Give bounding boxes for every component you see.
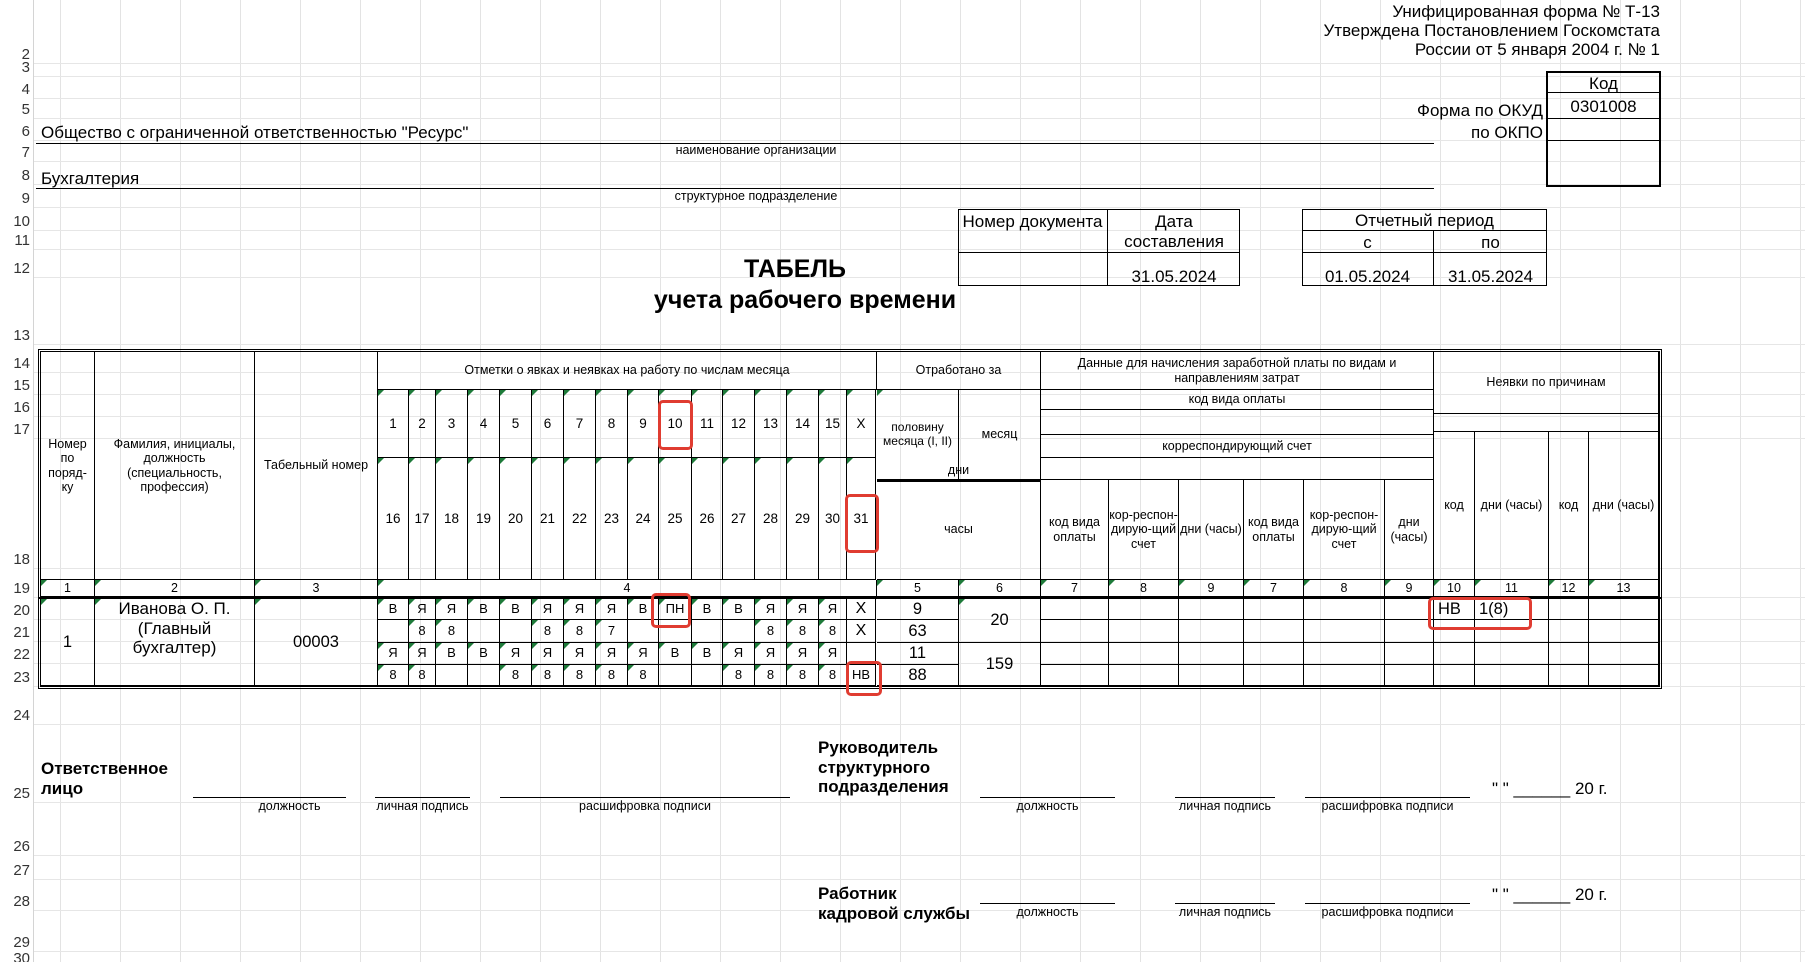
absence-code — [1434, 643, 1475, 665]
mark-cell — [692, 620, 723, 643]
row-number-19[interactable]: 19 — [13, 580, 30, 597]
column-number: 11 — [1475, 580, 1549, 597]
half1-hours: 63 — [877, 620, 959, 643]
pay-cell — [1244, 620, 1304, 643]
mark-cell: 8 — [500, 665, 532, 686]
mark-cell: 8 — [436, 620, 468, 643]
day-5: 5 — [500, 390, 532, 458]
header-days-hours: дни (часы) — [1179, 480, 1244, 580]
mark-cell: 8 — [819, 665, 847, 686]
mark-cell — [500, 620, 532, 643]
mark-cell — [723, 620, 755, 643]
mark-cell: Х — [847, 620, 876, 643]
day-23: 23 — [596, 458, 628, 580]
column-number: 8 — [1109, 580, 1179, 597]
mark-cell: 8 — [755, 665, 787, 686]
row-number-3[interactable]: 3 — [21, 59, 30, 76]
title-line2: учета рабочего времени — [653, 286, 957, 314]
column-number: 5 — [877, 580, 959, 597]
pay-cell — [1109, 620, 1179, 643]
transcript-caption: расшифровка подписи — [1321, 799, 1454, 813]
row-number-16[interactable]: 16 — [13, 399, 30, 416]
row-number-12[interactable]: 12 — [13, 260, 30, 277]
row-number-25[interactable]: 25 — [13, 785, 30, 802]
header-tab-number: Табельный номер — [255, 352, 378, 580]
department-caption: структурное подразделение — [674, 189, 838, 203]
absence-cell — [1549, 620, 1589, 643]
day-14: 14 — [787, 390, 819, 458]
mark-cell: В — [659, 643, 692, 665]
row-number-8[interactable]: 8 — [21, 167, 30, 184]
row-number-14[interactable]: 14 — [13, 355, 30, 372]
mark-cell: Я — [532, 643, 564, 665]
pay-cell — [1385, 643, 1434, 665]
department-head-label: Руководитель структурного подразделения — [818, 738, 949, 797]
day-28: 28 — [755, 458, 787, 580]
mark-cell: В — [723, 599, 755, 620]
header-abs-days-hours-2: дни (часы) — [1589, 432, 1659, 580]
period-from-value: 01.05.2024 — [1324, 267, 1411, 286]
mark-cell: 8 — [628, 665, 659, 686]
row-number-21[interactable]: 21 — [13, 624, 30, 641]
day-22: 22 — [564, 458, 596, 580]
mark-cell: Я — [723, 643, 755, 665]
day-4: 4 — [468, 390, 500, 458]
pay-cell — [1385, 665, 1434, 686]
absence-cell — [1549, 643, 1589, 665]
mark-cell: Я — [755, 643, 787, 665]
half2-hours: 88 — [877, 665, 959, 686]
row-number-17[interactable]: 17 — [13, 421, 30, 438]
mark-cell: Х — [847, 599, 876, 620]
absence-cell — [1589, 620, 1659, 643]
pay-cell — [1179, 620, 1244, 643]
column-number: 9 — [1385, 580, 1434, 597]
mark-nv-cell — [846, 661, 882, 696]
day-16: 16 — [378, 458, 409, 580]
mark-cell: 8 — [409, 620, 436, 643]
header-pay-type-code: код вида оплаты — [1041, 480, 1109, 580]
day-X: X — [847, 390, 876, 458]
mark-cell: В — [378, 599, 409, 620]
mark-cell: В — [692, 643, 723, 665]
column-number: 12 — [1549, 580, 1589, 597]
day-9: 9 — [628, 390, 659, 458]
mark-cell — [468, 665, 500, 686]
pay-cell — [1304, 599, 1385, 620]
period-to-value: 31.05.2024 — [1447, 267, 1534, 286]
column-number: 8 — [1304, 580, 1385, 597]
pay-cell — [1041, 620, 1109, 643]
period-to-label: по — [1481, 233, 1500, 252]
pay-cell — [1385, 620, 1434, 643]
header-days-hours: дни (часы) — [1385, 480, 1434, 580]
mark-cell: 8 — [532, 620, 564, 643]
row-number-2[interactable]: 2 — [21, 46, 30, 63]
day-21: 21 — [532, 458, 564, 580]
column-number: 3 — [255, 580, 378, 597]
day-29: 29 — [787, 458, 819, 580]
header-corr-account-short: кор-респон-дирую-щий счет — [1109, 480, 1179, 580]
date-line-hr: " " ______ 20 г. — [1492, 885, 1608, 904]
row-number-30[interactable]: 30 — [13, 950, 30, 962]
mark-cell: Я — [628, 643, 659, 665]
row-number-27[interactable]: 27 — [13, 862, 30, 879]
day-7: 7 — [564, 390, 596, 458]
position-caption: должность — [1016, 799, 1079, 813]
day-3: 3 — [436, 390, 468, 458]
mark-cell: В — [692, 599, 723, 620]
column-number: 13 — [1589, 580, 1659, 597]
row-number-15[interactable]: 15 — [13, 377, 30, 394]
pay-cell — [1109, 665, 1179, 686]
organization-caption: наименование организации — [675, 143, 837, 157]
document-date-label: Дата составления — [1124, 212, 1224, 251]
header-abs-code-2: код — [1549, 432, 1589, 580]
mark-cell: Я — [819, 643, 847, 665]
personal-sign-caption: личная подпись — [376, 799, 469, 813]
mark-absence — [1428, 597, 1532, 630]
day-15: 15 — [819, 390, 847, 458]
mark-cell: ПН — [659, 599, 692, 620]
header-worked: Отработано за — [877, 352, 1041, 390]
absences-blank — [1434, 414, 1659, 432]
mark-cell: Я — [378, 643, 409, 665]
row-number-4[interactable]: 4 — [21, 81, 30, 98]
row-number-24[interactable]: 24 — [13, 707, 30, 724]
employee-tab-number: 00003 — [255, 599, 378, 686]
mark-cell: Я — [787, 643, 819, 665]
form-header-line3: России от 5 января 2004 г. № 1 — [1414, 40, 1660, 59]
mark-cell: 8 — [787, 665, 819, 686]
row-number-29[interactable]: 29 — [13, 934, 30, 951]
row-number-11[interactable]: 11 — [14, 232, 30, 249]
pay-cell — [1244, 599, 1304, 620]
absence-days-hours: 1(8) — [1475, 599, 1549, 620]
corr-account-blank — [1041, 458, 1434, 480]
day-30: 30 — [819, 458, 847, 580]
mark-cell: В — [436, 643, 468, 665]
mark-cell — [436, 665, 468, 686]
employee-number: 1 — [41, 599, 95, 686]
okud-label: Форма по ОКУД — [1417, 101, 1543, 120]
day-27: 27 — [723, 458, 755, 580]
column-number: 2 — [95, 580, 255, 597]
row-number-28[interactable]: 28 — [13, 893, 30, 910]
row-headers — [0, 0, 34, 962]
pay-cell — [1179, 599, 1244, 620]
day-12: 12 — [723, 390, 755, 458]
column-number: 9 — [1179, 580, 1244, 597]
responsible-person-label: Ответственное лицо — [41, 759, 168, 798]
half1-days: 9 — [877, 599, 959, 620]
column-number: 7 — [1041, 580, 1109, 597]
row-number-26[interactable]: 26 — [13, 838, 30, 855]
pay-code-blank — [1041, 410, 1434, 435]
mark-cell: 8 — [596, 665, 628, 686]
day-24: 24 — [628, 458, 659, 580]
pay-cell — [1304, 620, 1385, 643]
mark-cell: Я — [409, 599, 436, 620]
absence-cell — [1589, 643, 1659, 665]
mark-cell: Я — [787, 599, 819, 620]
column-number: 7 — [1244, 580, 1304, 597]
month-days: 20 — [959, 599, 1041, 643]
mark-cell: Я — [409, 643, 436, 665]
document-number-label: Номер документа — [962, 212, 1103, 231]
header-pay-code: код вида оплаты — [1041, 390, 1434, 410]
row-number-18[interactable]: 18 — [13, 551, 30, 568]
mark-cell: В — [628, 599, 659, 620]
mark-cell: 7 — [596, 620, 628, 643]
employee-name: Иванова О. П. (Главный бухгалтер) — [95, 599, 255, 686]
department-name: Бухгалтерия — [41, 169, 140, 188]
title-line1: ТАБЕЛЬ — [744, 255, 846, 283]
header-month: месяц — [959, 390, 1041, 480]
absence-code: НВ — [1434, 599, 1475, 620]
personal-sign-caption: личная подпись — [1178, 799, 1272, 813]
row-number-20[interactable]: 20 — [13, 602, 30, 619]
mark-cell: 8 — [819, 620, 847, 643]
absence-cell — [1589, 599, 1659, 620]
pay-cell — [1244, 665, 1304, 686]
day-1: 1 — [378, 390, 409, 458]
day-2: 2 — [409, 390, 436, 458]
mark-cell: 8 — [755, 620, 787, 643]
row-number-13[interactable]: 13 — [13, 327, 30, 344]
absence-days-hours — [1475, 643, 1549, 665]
mark-day-31 — [845, 494, 879, 553]
pay-cell — [1109, 599, 1179, 620]
mark-cell: Я — [532, 599, 564, 620]
absence-days-hours — [1475, 665, 1549, 686]
mark-cell: 8 — [723, 665, 755, 686]
row-number-7[interactable]: 7 — [21, 144, 30, 161]
row-number-23[interactable]: 23 — [13, 669, 30, 686]
mark-cell: Я — [755, 599, 787, 620]
mark-cell: 8 — [564, 665, 596, 686]
header-abs-code: код — [1434, 432, 1475, 580]
mark-cell — [692, 665, 723, 686]
position-caption: должность — [258, 799, 321, 813]
mark-day-10 — [658, 400, 693, 450]
day-11: 11 — [692, 390, 723, 458]
okud-value: 0301008 — [1570, 97, 1637, 116]
mark-cell: НВ — [847, 665, 876, 686]
row-number-10[interactable]: 10 — [13, 213, 30, 230]
organization-name: Общество с ограниченной ответственностью "Ресурс" — [41, 123, 469, 142]
row-number-5[interactable]: 5 — [21, 101, 30, 118]
pay-cell — [1041, 665, 1109, 686]
column-number: 6 — [959, 580, 1041, 597]
row-number-9[interactable]: 9 — [21, 190, 30, 207]
mark-cell — [378, 620, 409, 643]
period-from-label: с — [1363, 233, 1372, 252]
mark-cell: В — [468, 599, 500, 620]
form-header-line1: Унифицированная форма № Т-13 — [1392, 2, 1660, 21]
day-18: 18 — [436, 458, 468, 580]
pay-cell — [1041, 643, 1109, 665]
pay-cell — [1179, 665, 1244, 686]
header-name: Фамилия, инициалы, должность (специальность, профессия) — [95, 352, 255, 580]
day-8: 8 — [596, 390, 628, 458]
date-line-head: " " ______ 20 г. — [1492, 779, 1608, 798]
day-26: 26 — [692, 458, 723, 580]
pay-cell — [1244, 643, 1304, 665]
mark-cell: Я — [819, 599, 847, 620]
pay-cell — [1179, 643, 1244, 665]
day-10: 10 — [659, 390, 692, 458]
day-17: 17 — [409, 458, 436, 580]
header-abs-days-hours: дни (часы) — [1475, 432, 1549, 580]
mark-cell: 8 — [532, 665, 564, 686]
header-corr-account: корреспондирующий счет — [1041, 435, 1434, 458]
mark-cell: Я — [596, 643, 628, 665]
period-label: Отчетный период — [1355, 211, 1494, 230]
header-absences: Неявки по причинам — [1434, 352, 1659, 414]
mark-cell: 8 — [564, 620, 596, 643]
column-number: 4 — [378, 580, 877, 597]
day-20: 20 — [500, 458, 532, 580]
mark-cell: 8 — [787, 620, 819, 643]
form-header-line2: Утверждена Постановлением Госкомстата — [1323, 21, 1660, 40]
row-number-6[interactable]: 6 — [21, 123, 30, 140]
absence-cell — [1589, 665, 1659, 686]
absence-cell — [1549, 665, 1589, 686]
header-corr-account-short: кор-респон-дирую-щий счет — [1304, 480, 1385, 580]
personal-sign-caption: личная подпись — [1178, 905, 1272, 919]
absence-cell — [1549, 599, 1589, 620]
header-pay-type-code: код вида оплаты — [1244, 480, 1304, 580]
header-hours: часы — [877, 480, 1041, 580]
month-hours: 159 — [959, 643, 1041, 686]
mark-cell: В — [468, 643, 500, 665]
pay-cell — [1385, 599, 1434, 620]
day-13: 13 — [755, 390, 787, 458]
position-caption: должность — [1016, 905, 1079, 919]
mark-cell — [468, 620, 500, 643]
absence-code — [1434, 665, 1475, 686]
transcript-caption: расшифровка подписи — [579, 799, 711, 813]
header-marks: Отметки о явках и неявках на работу по числам месяца — [378, 352, 877, 390]
mark-cell: 8 — [409, 665, 436, 686]
mark-cell: Я — [436, 599, 468, 620]
half2-days: 11 — [877, 643, 959, 665]
mark-cell: 8 — [378, 665, 409, 686]
day-19: 19 — [468, 458, 500, 580]
hr-worker-label: Работник кадровой службы — [818, 884, 971, 923]
mark-cell — [659, 665, 692, 686]
mark-cell: Я — [596, 599, 628, 620]
header-number: Номер по поряд-ку — [41, 352, 95, 580]
mark-cell: Я — [500, 643, 532, 665]
pay-cell — [1304, 665, 1385, 686]
mark-cell: Я — [564, 643, 596, 665]
pay-cell — [1304, 643, 1385, 665]
day-25: 25 — [659, 458, 692, 580]
mark-pn — [651, 593, 691, 628]
mark-cell: Я — [564, 599, 596, 620]
header-pay-data: Данные для начисления заработной платы по видам и направлениям затрат — [1041, 352, 1434, 390]
column-number: 1 — [41, 580, 95, 597]
codes-header: Код — [1589, 74, 1618, 93]
header-days: дни — [877, 460, 1041, 482]
header-half-month: половину месяца (I, II) — [877, 390, 959, 480]
mark-cell: В — [500, 599, 532, 620]
transcript-caption: расшифровка подписи — [1321, 905, 1454, 919]
pay-cell — [1041, 599, 1109, 620]
column-number: 10 — [1434, 580, 1475, 597]
day-31: 31 — [847, 458, 876, 580]
document-date-value: 31.05.2024 — [1131, 267, 1217, 286]
row-number-22[interactable]: 22 — [13, 646, 30, 663]
okpo-label: по ОКПО — [1471, 123, 1543, 142]
day-6: 6 — [532, 390, 564, 458]
pay-cell — [1109, 643, 1179, 665]
